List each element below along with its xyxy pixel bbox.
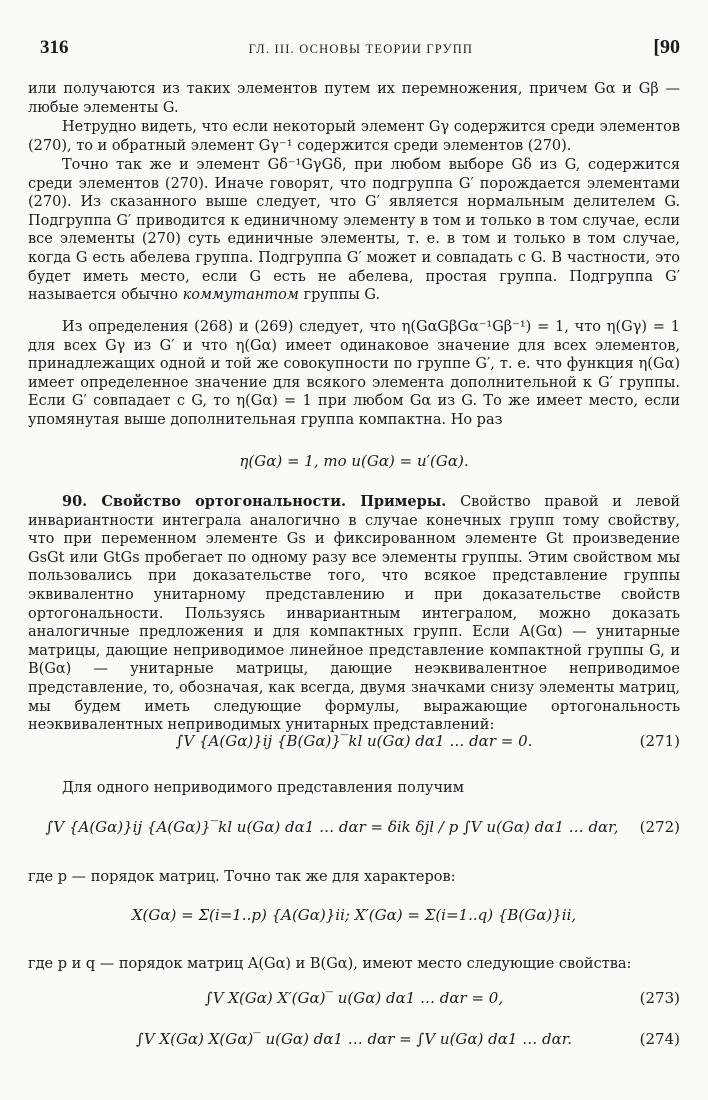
section-number: [90 <box>653 36 680 58</box>
equation-invariance <box>28 452 680 470</box>
equation-273-number: (273) <box>639 989 680 1007</box>
section-90 <box>28 493 680 735</box>
equation-274-text: ∫V X(Gα) X(Gα)‾ u(Gα) dα1 … dαr = ∫V u(Gα) dα1 … dαr. <box>136 1030 572 1048</box>
paragraph-3 <box>28 156 680 305</box>
paragraph-3a: Точно так же и элемент Gδ⁻¹GγGδ, при любом выборе Gδ из G, содержится среди элементов (270). Иначе говорят, что подгруппа G′ порождается элементами (270). Из сказанного выше следует, что G′ является нормальным делителем G. Подгруппа G′ приводится к единичному элементу в том и только в том случае, если все элементы (270) суть единичные элементы, т. е. в том и только в том случае, когда G есть абелева группа. Подгруппа G′ может и совпадать с G. В частности, это будет иметь место, если G есть не абелева, простая группа. Подгруппа G′ называется обычно <box>28 157 680 304</box>
equation-characters <box>28 906 680 924</box>
equation-271 <box>28 732 680 750</box>
paragraph-3-text <box>28 156 680 305</box>
paragraph-2-text: Нетрудно видеть, что если некоторый элемент Gγ содержится среди элементов (270), то и обратный элемент Gγ⁻¹ содержится среди элементов (270). <box>28 119 680 154</box>
paragraph-1 <box>28 80 680 117</box>
paragraph-7-text: где p — порядок матриц. Точно так же для характеров: <box>28 869 456 885</box>
equation-271-number: (271) <box>639 732 680 750</box>
section-title: 90. Свойство ортогональности. Примеры. <box>62 493 447 510</box>
equation-invariance-text: η(Gα) = 1, то u(Gα) = u′(Gα). <box>239 452 469 470</box>
paragraph-6-text: Для одного неприводимого представления получим <box>62 780 464 796</box>
equation-274 <box>28 1030 680 1048</box>
section-90-text <box>28 493 680 735</box>
page-number: 316 <box>40 37 69 58</box>
equation-273 <box>28 989 680 1007</box>
paragraph-4 <box>28 318 680 430</box>
paragraph-7 <box>28 868 680 887</box>
paragraph-8 <box>28 955 680 974</box>
paragraph-4-text: Из определения (268) и (269) следует, что η(GαGβGα⁻¹Gβ⁻¹) = 1, что η(Gγ) = 1 для всех Gγ из G′ и что η(Gα) имеет одинаковое значение для всех элементов, принадлежащих одной и той же совокупности по группе G′, т. е. что функция η(Gα) имеет определенное значение для всякого элемента дополнительной к G′ группы. Если G′ совпадает с G, то η(Gα) = 1 при любом Gα из G. То же имеет место, если упомянутая выше дополнительная группа компактна. Но раз <box>28 319 680 428</box>
equation-characters-text: X(Gα) = Σ(i=1..p) {A(Gα)}ii; X′(Gα) = Σ(i=1..q) {B(Gα)}ii, <box>131 906 577 924</box>
paragraph-8-text: где p и q — порядок матриц A(Gα) и B(Gα), имеют место следующие свойства: <box>28 956 632 972</box>
equation-272-text: ∫V {A(Gα)}ij {A(Gα)}‾kl u(Gα) dα1 … dαr = δik δjl / p ∫V u(Gα) dα1 … dαr, <box>45 818 619 836</box>
equation-271-text: ∫V {A(Gα)}ij {B(Gα)}‾kl u(Gα) dα1 … dαr = 0. <box>175 732 533 750</box>
commutant-term: коммутантом <box>182 287 299 304</box>
equation-274-number: (274) <box>639 1030 680 1048</box>
running-header <box>40 36 680 62</box>
equation-272-number: (272) <box>639 818 680 836</box>
paragraph-1-text: или получаются из таких элементов путем их перемножения, причем Gα и Gβ — любые элементы G. <box>28 81 680 116</box>
paragraph-5: Свойство правой и левой инвариантности интеграла аналогично в случае конечных групп тому свойству, что при переменном элементе Gs и фиксированном элементе Gt произведение GsGt или GtGs пробегает по одному разу все элементы группы. Этим свойством мы пользовались при доказательстве того, что всякое представление группы эквивалентно унитарному представлению и при доказательстве свойств ортогональности. Пользуясь инвариантным интегралом, можно доказать аналогичные предложения и для компактных групп. Если A(Gα) — унитарные матрицы, дающие неприводимое линейное представление компактной группы G, и B(Gα) — унитарные матрицы, дающие неэквивалентное неприводимое представление, то, обозначая, как всегда, двумя значками снизу элементы матриц, мы будем иметь следующие формулы, выражающие ортогональность неэквивалентных неприводимых унитарных представлений: <box>28 494 680 734</box>
paragraph-6 <box>28 779 680 798</box>
equation-273-text: ∫V X(Gα) X′(Gα)‾ u(Gα) dα1 … dαr = 0, <box>204 989 504 1007</box>
paragraph-2 <box>28 118 680 155</box>
paragraph-3b: группы G. <box>303 287 381 304</box>
running-title: ГЛ. III. ОСНОВЫ ТЕОРИИ ГРУПП <box>248 42 474 56</box>
equation-272 <box>28 818 680 836</box>
